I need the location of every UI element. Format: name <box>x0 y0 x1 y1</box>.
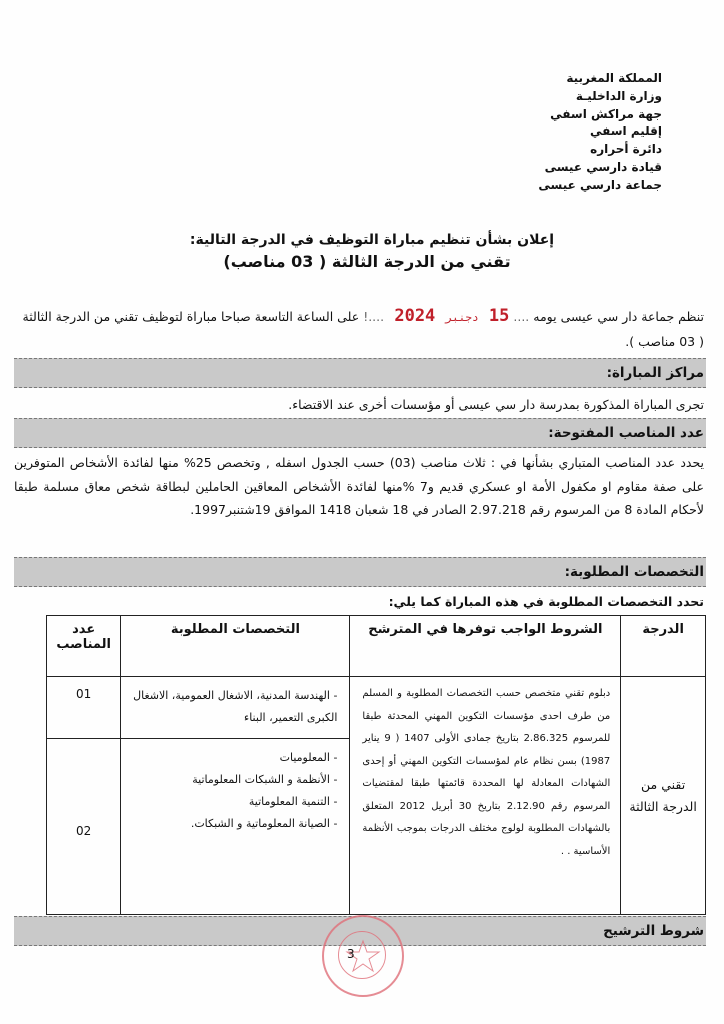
title-line-1: إعلان بشأن تنظيم مباراة التوظيف في الدرجة التالية: <box>189 232 555 248</box>
count-cell: 01 <box>47 677 121 739</box>
posts-text: يحدد عدد المناصب المتباري بشأنها في : ثلاث مناصب (03) حسب الجدول اسفله , وتخصص 25% منها لفائدة الأشخاص المتوفرين على صفة مقاوم او مكفول الأمة او عسكري قديم و7 %منها لفائدة الأشخاص المعاقين الحاملين لبطاقة شخص معاق مسلمة طبقا لأحكام المادة 8 من المرسوم رقم 2.97.218 الصادر في 18 شعبان 1418 الموافق 19شتنبر1997. <box>14 455 704 517</box>
fill-dots: .... <box>513 309 530 324</box>
letterhead-line: جهة مراكش اسفي <box>550 106 662 121</box>
title-line-2: تقني من الدرجة الثالثة ( 03 مناصب) <box>223 252 511 271</box>
specialty-item: - المعلوميات <box>279 751 338 764</box>
date-day: 15 <box>488 306 510 326</box>
table-header-row <box>47 616 706 677</box>
section-bar-posts: عدد المناصب المفتوحة: <box>14 418 706 448</box>
header-grade: الدرجة <box>621 616 706 677</box>
date-month: دجنبر <box>445 311 479 324</box>
handwritten-date <box>384 306 509 326</box>
letterhead <box>538 70 662 195</box>
header-conditions: الشروط الواجب توفرها في المترشح <box>350 616 621 677</box>
specialties-cell: - الهندسة المدنية، الاشغال العمومية، الاشغال الكبرى التعمير، البناء <box>121 677 350 739</box>
letterhead-line: جماعة دارسي عيسى <box>538 177 662 192</box>
header-count: عدد المناصب <box>47 616 121 677</box>
specialty-item: - الصيانة المعلوماتية و الشبكات. <box>190 817 338 830</box>
specialties-table <box>46 615 706 915</box>
table-row <box>47 677 706 739</box>
count-cell: 02 <box>47 739 121 915</box>
official-stamp <box>322 915 404 997</box>
intro-line-2: ( 03 مناصب ). <box>625 334 704 349</box>
letterhead-line: إقليم اسفي <box>589 124 662 139</box>
centers-text: تجرى المباراة المذكورة بمدرسة دار سي عيسى أو مؤسسات أخرى عند الاقتضاء. <box>288 397 704 412</box>
specialties-cell <box>121 739 350 915</box>
header-specialties: التخصصات المطلوبة <box>121 616 350 677</box>
specialty-item: - التنمية المعلوماتية <box>248 795 338 808</box>
intro-text-start: تنظم جماعة دار سي عيسى يومه <box>533 309 704 324</box>
date-year: 2024 <box>394 306 436 326</box>
conditions-cell: دبلوم تقني متخصص حسب التخصصات المطلوبة و المسلم من طرف احدى مؤسسات التكوين المهني المحدثة طبقا للمرسوم 2.86.325 بتاريخ جمادى الأولى 1407 ( 9 يناير 1987) بسن نظام عام لمؤسسات التكوين المهني أو إحدى الشهادات المعادلة لها المحددة قائمتها طبقا لمقتضيات المرسوم رقم 2.12.90 بتاريخ 30 أبريل 2012 المتعلق بالشهادات المطلوبة لولوج مختلف الدرجات بموجب الأنظمة الأساسية . . <box>350 677 621 915</box>
letterhead-line: وزارة الداخليـة <box>575 88 662 103</box>
fill-dots: ....! <box>363 309 385 324</box>
letterhead-line: قيادة دارسي عيسى <box>544 159 662 174</box>
letterhead-line: المملكة المغربية <box>566 71 662 85</box>
specialty-item: - الأنظمة و الشبكات المعلوماتية <box>192 773 338 786</box>
intro-paragraph <box>14 304 704 354</box>
announcement-title <box>0 232 724 271</box>
section-bar-candidacy: شروط الترشيح <box>14 916 706 946</box>
stamp-star <box>324 917 402 995</box>
section-bar-centers: مراكز المباراة: <box>14 358 706 388</box>
letterhead-line: دائرة أحراره <box>590 142 662 157</box>
grade-cell: تقني من الدرجة الثالثة <box>621 677 706 915</box>
intro-text-end: على الساعة التاسعة صباحا مباراة لتوظيف تقني من الدرجة الثالثة <box>22 309 360 324</box>
section-bar-specialties: التخصصات المطلوبة: <box>14 557 706 587</box>
page-number: 3 <box>347 947 355 961</box>
specialties-intro: تحدد التخصصات المطلوبة في هذه المباراة كما يلي: <box>388 594 704 609</box>
